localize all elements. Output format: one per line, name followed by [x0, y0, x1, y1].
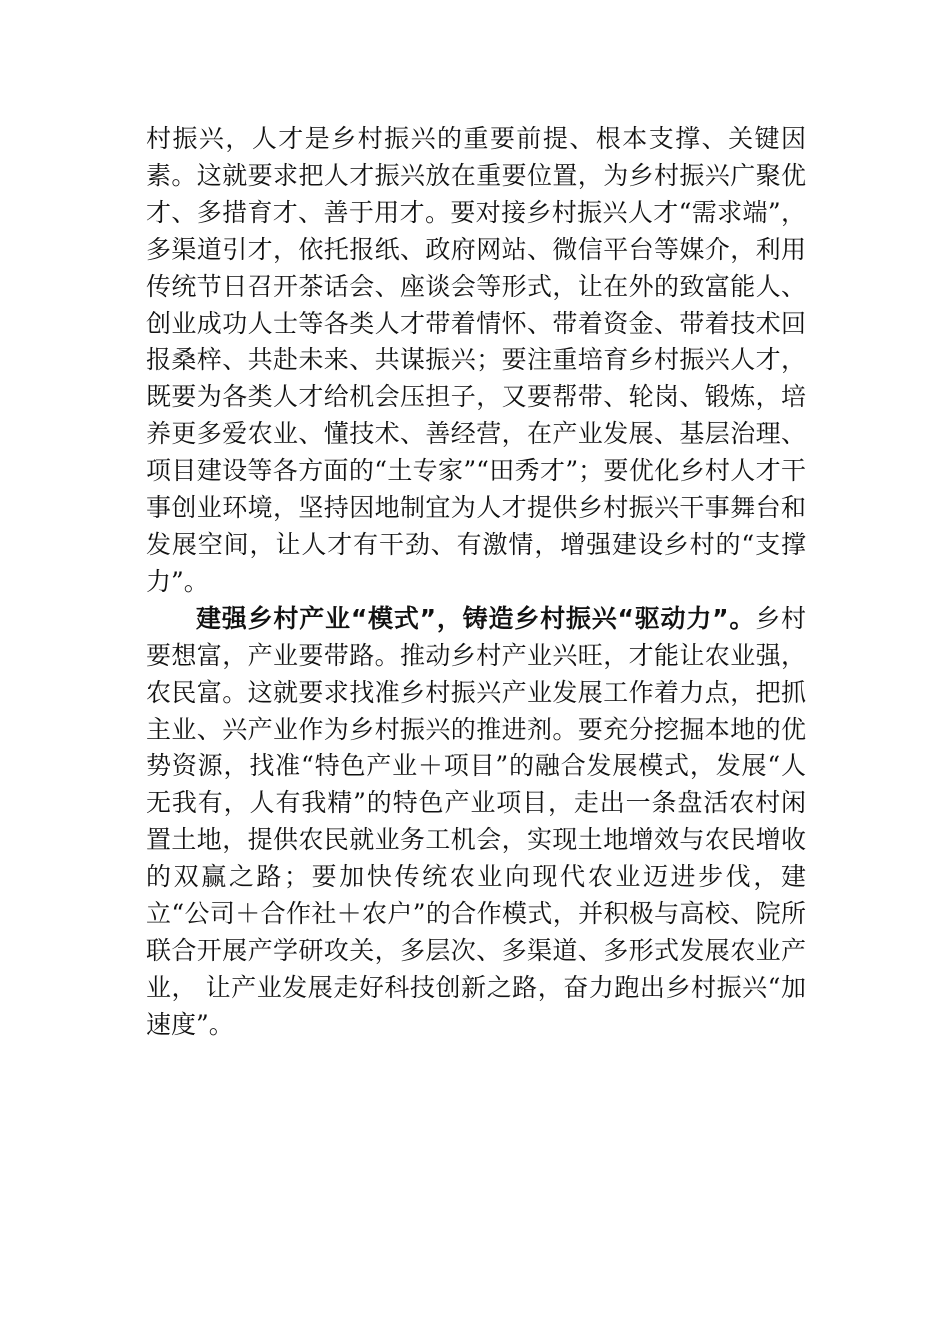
- paragraph-industry-heading: 建强乡村产业“模式”，铸造乡村振兴“驱动力”。: [196, 603, 756, 633]
- paragraph-talent: 村振兴，人才是乡村振兴的重要前提、根本支撑、关键因素。这就要求把人才振兴放在重要位置，为乡村振兴广聚优才、多措育才、善于用才。要对接乡村振兴人才“需求端”，多渠道引才，依托报纸、政府网站、微信平台等媒介，利用传统节日召开茶话会、座谈会等形式，让在外的致富能人、创业成功人士等各类人才带着情怀、带着资金、带着技术回报桑梓、共赴未来、共谋振兴；要注重培育乡村振兴人才，既要为各类人才给机会压担子，又要帮带、轮岗、锻炼，培养更多爱农业、懂技术、善经营，在产业发展、基层治理、项目建设等各方面的“土专家”“田秀才”；要优化乡村人才干事创业环境，坚持因地制宜为人才提供乡村振兴干事舞台和发展空间，让人才有干劲、有激情，增强建设乡村的“支撑力”。: [146, 124, 806, 596]
- paragraph-industry-body: 乡村要想富，产业要带路。推动乡村产业兴旺，才能让农业强，农民富。这就要求找准乡村振兴产业发展工作着力点，把抓主业、兴产业作为乡村振兴的推进剂。要充分挖掘本地的优势资源，找准“特色产业＋项目”的融合发展模式，发展“人无我有，人有我精”的特色产业项目，走出一条盘活农村闲置土地，提供农民就业务工机会，实现土地增效与农民增收的双赢之路；要加快传统农业向现代农业迈进步伐，建立“公司＋合作社＋农户”的合作模式，并积极与高校、院所联合开展产学研攻关，多层次、多渠道、多形式发展农业产业， 让产业发展走好科技创新之路，奋力跑出乡村振兴“加速度”。: [146, 603, 806, 1039]
- document-body: [146, 121, 806, 1044]
- paragraph-industry: [146, 601, 806, 1044]
